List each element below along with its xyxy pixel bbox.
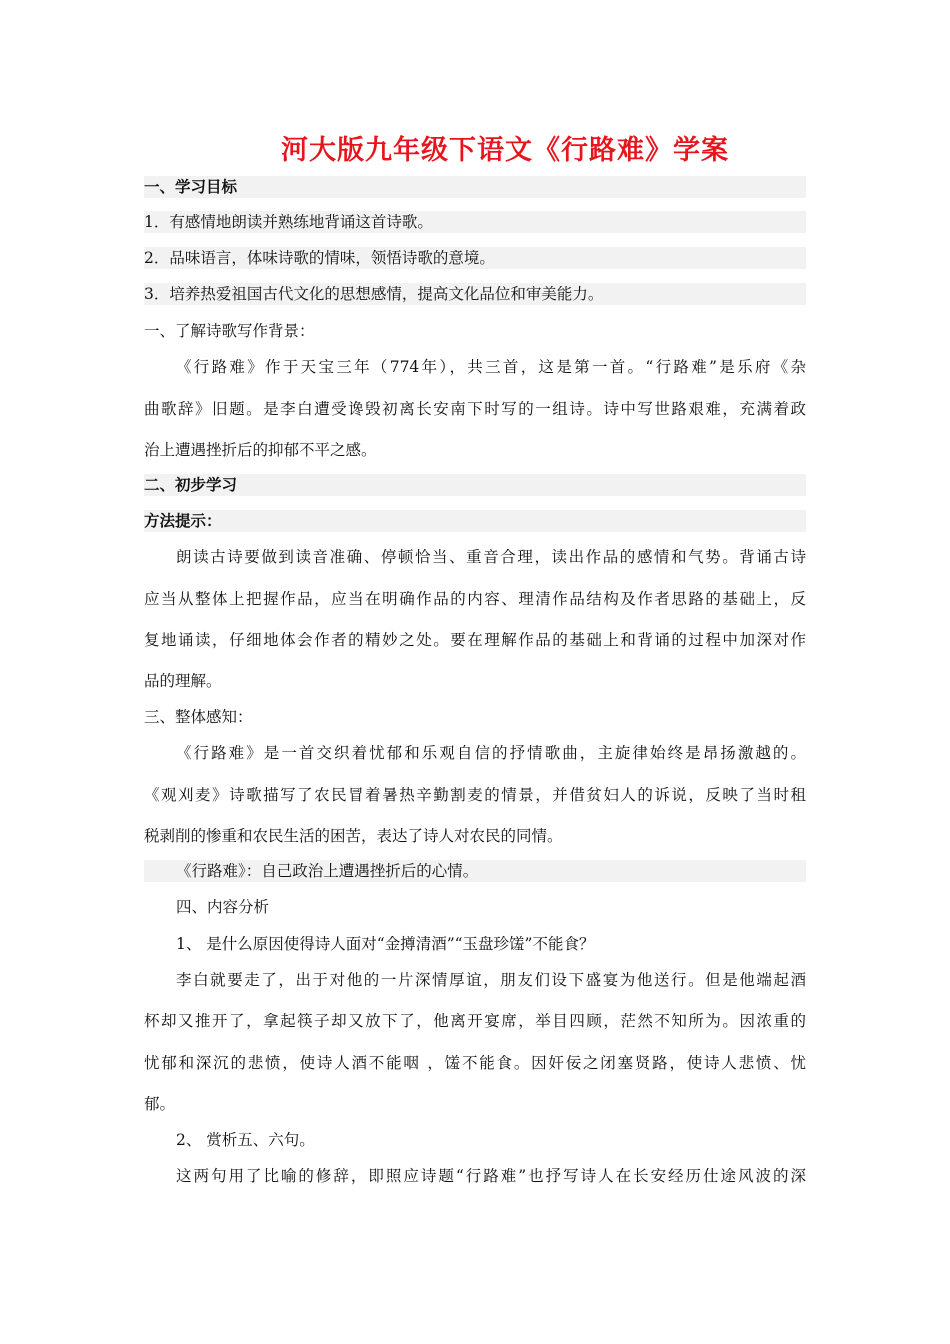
paragraph-line: 杯却又推开了，拿起筷子却又放下了，他离开宴席，举目四顾，茫然不知所为。因浓重的 — [144, 1012, 806, 1030]
paragraph-line: 朗读古诗要做到读音准确、停顿恰当、重音合理，读出作品的感情和气势。背诵古诗 — [176, 548, 806, 566]
question-1: 1、 是什么原因使得诗人面对“金撙清酒”“玉盘珍馐”不能食？ — [176, 935, 595, 953]
paragraph-line: 应当从整体上把握作品，应当在明确作品的内容、理清作品结构及作者思路的基础上，反 — [144, 590, 806, 608]
page-title: 河大版九年级下语文《行路难》学案 — [281, 135, 729, 166]
paragraph-line: 税剥削的惨重和农民生活的困苦，表达了诗人对农民的同情。 — [144, 827, 563, 845]
paragraph-line: 品的理解。 — [144, 672, 222, 690]
paragraph-line: 这两句用了比喻的修辞，即照应诗题“行路难”也抒写诗人在长安经历仕途风波的深 — [176, 1167, 806, 1185]
goal-item-1: 1．有感情地朗读并熟练地背诵这首诗歌。 — [144, 211, 806, 233]
question-2: 2、 赏析五、六句。 — [176, 1131, 315, 1149]
paragraph-line: 李白就要走了，出于对他的一片深情厚谊，朋友们设下盛宴为他送行。但是他端起酒 — [176, 971, 806, 989]
section-heading-analysis: 四、内容分析 — [176, 898, 270, 916]
paragraph-line: 治上遭遇挫折后的抑郁不平之感。 — [144, 441, 377, 459]
paragraph-line: 忧郁和深沉的悲愤，使诗人酒不能咽 ，馐不能食。因奸佞之闭塞贤路，使诗人悲愤、忧 — [144, 1054, 806, 1072]
section-heading-study: 二、初步学习 — [144, 474, 806, 496]
method-heading: 方法提示： — [144, 510, 806, 532]
goal-item-2: 2．品味语言，体味诗歌的情味，领悟诗歌的意境。 — [144, 247, 806, 269]
paragraph-line: 郁。 — [144, 1095, 176, 1113]
section-heading-overall: 三、整体感知： — [144, 708, 253, 726]
summary-line: 《行路难》：自己政治上遭遇挫折后的心情。 — [144, 860, 806, 882]
section-heading-goals: 一、学习目标 — [144, 176, 806, 198]
goal-item-3: 3．培养热爱祖国古代文化的思想感情，提高文化品位和审美能力。 — [144, 283, 806, 305]
section-heading-background: 一、了解诗歌写作背景： — [144, 322, 315, 340]
paragraph-line: 《观刈麦》诗歌描写了农民冒着暑热辛勤割麦的情景，并借贫妇人的诉说，反映了当时租 — [144, 786, 806, 804]
paragraph-line: 《行路难》是一首交织着忧郁和乐观自信的抒情歌曲，主旋律始终是昂扬激越的。 — [176, 744, 806, 762]
paragraph-line: 复地诵读，仔细地体会作者的精妙之处。要在理解作品的基础上和背诵的过程中加深对作 — [144, 631, 806, 649]
paragraph-line: 《行路难》作于天宝三年（774年），共三首，这是第一首。“行路难”是乐府《杂 — [176, 358, 806, 376]
paragraph-line: 曲歌辞》旧题。是李白遭受谗毁初离长安南下时写的一组诗。诗中写世路艰难，充满着政 — [144, 400, 806, 418]
